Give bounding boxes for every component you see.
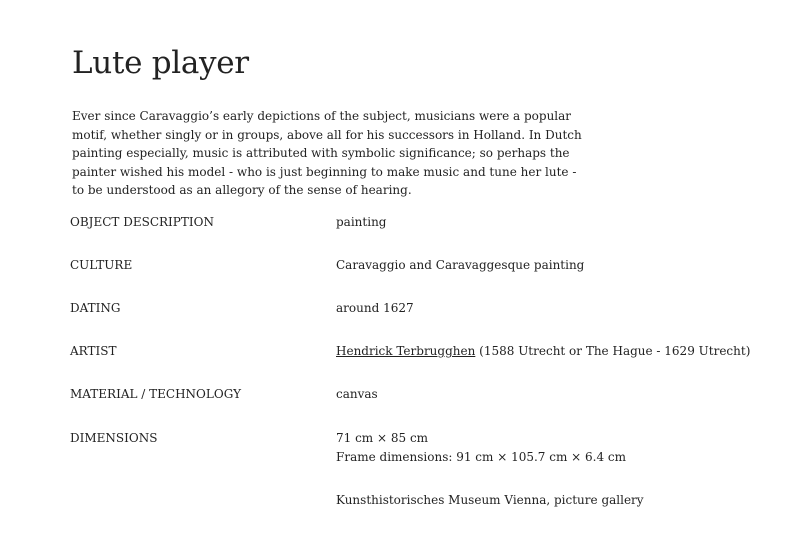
detail-label: CULTURE	[70, 258, 133, 272]
artist-link[interactable]: Hendrick Terbrugghen	[336, 344, 476, 358]
detail-value	[336, 342, 776, 361]
detail-value: Caravaggio and Caravaggesque painting	[336, 258, 585, 272]
detail-value: painting	[336, 215, 387, 229]
location-value: Kunsthistorisches Museum Vienna, picture gallery	[336, 493, 644, 507]
detail-label: ARTIST	[70, 344, 117, 358]
detail-label: OBJECT DESCRIPTION	[70, 215, 214, 229]
detail-label: DATING	[70, 301, 121, 315]
detail-value: canvas	[336, 387, 378, 401]
object-description-text: Ever since Caravaggio’s early depictions of the subject, musicians were a popular motif, whether singly or in groups, above all for his successors in Holland. In Dutch painting especially, music is attributed with symbolic significance; so perhaps the painter wished his model - who is just beginning to make music and tune her lute - to be understood as an allegory of the sense of hearing.	[72, 109, 582, 197]
detail-label: MATERIAL / TECHNOLOGY	[70, 387, 241, 401]
frame-dimensions-value: Frame dimensions: 91 cm × 105.7 cm × 6.4 cm	[336, 449, 627, 464]
page-title: Lute player	[72, 45, 249, 81]
detail-value	[336, 429, 776, 466]
detail-value: around 1627	[336, 301, 414, 315]
dimensions-value: 71 cm × 85 cm	[336, 431, 429, 445]
detail-label: DIMENSIONS	[70, 431, 158, 445]
artist-life-dates: (1588 Utrecht or The Hague - 1629 Utrecht)	[475, 344, 751, 358]
